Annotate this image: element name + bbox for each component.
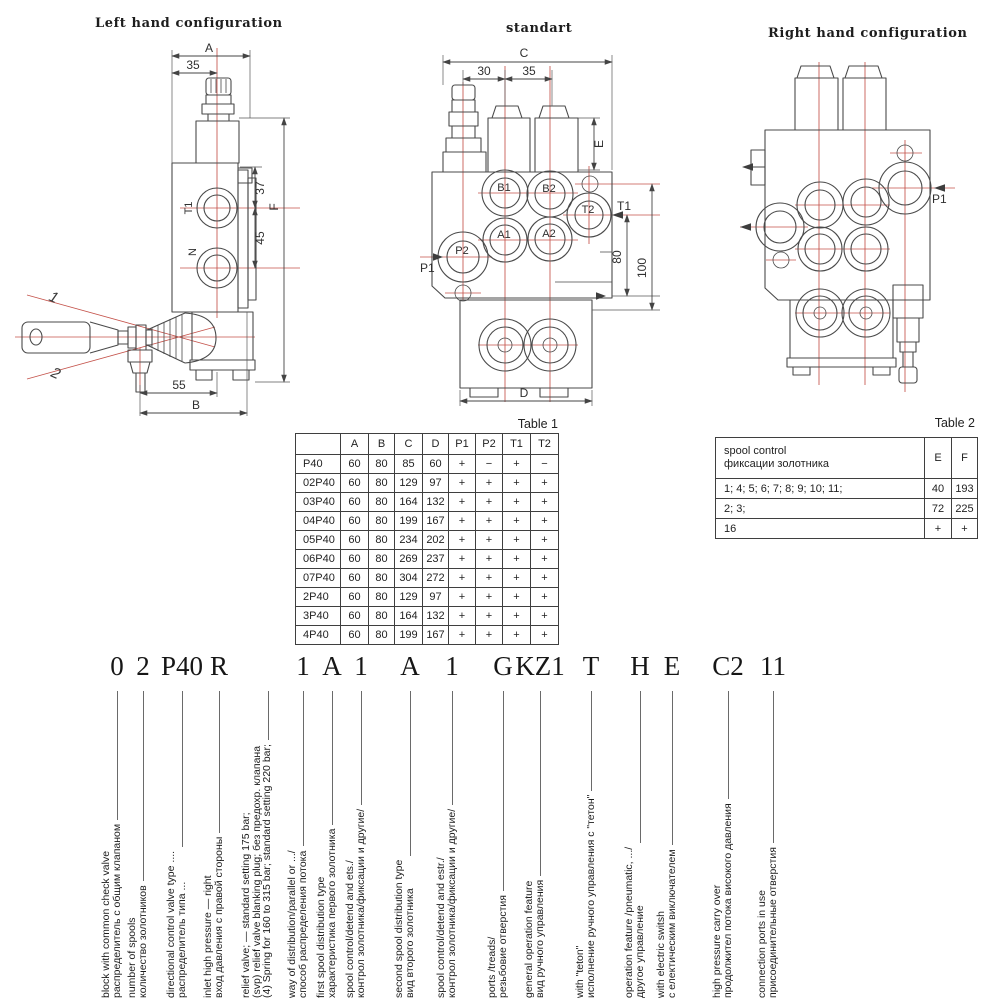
- model-cell: 4P40: [296, 626, 341, 645]
- value-cell: 304: [395, 569, 423, 588]
- leader-line: [332, 691, 333, 825]
- order-code-label: first spool distribution type характеристика первого золотника: [314, 828, 338, 998]
- value-cell: 80: [369, 550, 395, 569]
- dim-80-label: 80: [610, 250, 624, 264]
- order-code-label: directional control valve type .... распределитель типа ...: [164, 850, 188, 998]
- value-cell: 225: [952, 499, 978, 519]
- value-cell: 60: [341, 493, 369, 512]
- order-code-part: A: [400, 651, 420, 681]
- value-cell: 132: [423, 607, 449, 626]
- table2-caption: Table 2: [934, 416, 975, 430]
- leader-line: [640, 691, 641, 843]
- value-cell: +: [449, 588, 476, 607]
- leader-line: [303, 691, 304, 846]
- value-cell: +: [476, 512, 503, 531]
- leader-line: [143, 691, 144, 881]
- order-code-part: 1: [445, 651, 459, 681]
- value-cell: 129: [395, 474, 423, 493]
- dim-c-label: C: [519, 46, 529, 60]
- order-code-label: block with common check valve распределитель с общим клапаном: [99, 823, 123, 998]
- value-cell: 80: [369, 569, 395, 588]
- value-cell: 272: [423, 569, 449, 588]
- dim-a-label: A: [204, 41, 214, 55]
- model-cell: P40: [296, 455, 341, 474]
- dim-d-label: D: [519, 386, 529, 400]
- value-cell: 40: [925, 479, 952, 499]
- table2-header-spool-control: spool control фиксации золотника: [716, 438, 925, 479]
- value-cell: 72: [925, 499, 952, 519]
- leader-line: [452, 691, 453, 805]
- value-cell: +: [503, 588, 531, 607]
- dim-e-label: E: [592, 139, 606, 149]
- value-cell: +: [503, 550, 531, 569]
- column-header: D: [423, 434, 449, 455]
- value-cell: +: [476, 550, 503, 569]
- value-cell: +: [531, 626, 559, 645]
- leader-line: [540, 691, 541, 876]
- value-cell: +: [531, 607, 559, 626]
- order-code-label: spool control/detend and ets./ контрол золотника/фиксации и другие/: [343, 808, 367, 998]
- port-a2-label: A2: [542, 228, 556, 240]
- value-cell: +: [476, 474, 503, 493]
- order-code-part: A: [322, 651, 342, 681]
- value-cell: 234: [395, 531, 423, 550]
- order-code-part: KZ1: [515, 651, 565, 681]
- column-header: T1: [503, 434, 531, 455]
- value-cell: +: [531, 569, 559, 588]
- column-header: C: [395, 434, 423, 455]
- value-cell: 164: [395, 607, 423, 626]
- standart-drawing-title: standart: [506, 21, 573, 36]
- value-cell: +: [449, 474, 476, 493]
- leader-line: [361, 691, 362, 805]
- order-code-label: second spool distribution type вид второго золотника: [392, 859, 416, 998]
- model-cell: 02P40: [296, 474, 341, 493]
- left-drawing-title: Left hand configuration: [95, 16, 283, 31]
- value-cell: +: [449, 626, 476, 645]
- column-header: A: [341, 434, 369, 455]
- value-cell: +: [503, 474, 531, 493]
- dim-35-label: 35: [186, 58, 200, 72]
- lever-position-1: 1: [46, 288, 61, 308]
- value-cell: +: [476, 493, 503, 512]
- order-code-part: 0: [110, 651, 124, 681]
- model-cell: 3P40: [296, 607, 341, 626]
- leader-line: [773, 691, 774, 843]
- port-t2-label: T2: [581, 204, 595, 216]
- value-cell: 60: [341, 455, 369, 474]
- order-code-label: general operation feature вид ручного управления: [522, 879, 546, 998]
- value-cell: +: [531, 550, 559, 569]
- value-cell: +: [503, 531, 531, 550]
- port-a1-label: A1: [497, 229, 511, 241]
- value-cell: 167: [423, 512, 449, 531]
- dim-37-label: 37: [253, 181, 267, 195]
- order-code-part: 11: [760, 651, 786, 681]
- dim-b-label: B: [191, 398, 201, 412]
- order-code-label: inlet high pressure — right вход давления с правой стороны: [201, 836, 225, 998]
- value-cell: 237: [423, 550, 449, 569]
- value-cell: +: [449, 569, 476, 588]
- value-cell: +: [476, 531, 503, 550]
- leader-line: [728, 691, 729, 799]
- spool-list-cell: 2; 3;: [716, 499, 925, 519]
- order-code-label: high pressure carry over продолжител потока високого давления: [710, 803, 734, 998]
- value-cell: +: [531, 474, 559, 493]
- value-cell: 193: [952, 479, 978, 499]
- leader-line: [503, 691, 504, 891]
- leader-line: [182, 691, 183, 847]
- order-code-label: relief valve; — standard setting 175 bar; (svp) relief valve blanking plug; без предохр. клапана (4) Spring for 160 to 315 bar; standard setting 220 bar;: [239, 744, 274, 998]
- value-cell: 60: [341, 569, 369, 588]
- value-cell: 97: [423, 588, 449, 607]
- value-cell: 199: [395, 512, 423, 531]
- value-cell: 129: [395, 588, 423, 607]
- order-code-label: operation feature /pneumatic, .../ другое управление: [622, 846, 646, 998]
- order-code-part: 2: [136, 651, 150, 681]
- value-cell: +: [531, 588, 559, 607]
- value-cell: 80: [369, 474, 395, 493]
- p1-label: P1: [420, 261, 435, 275]
- order-code-label: way of distribution/parallel or .../ способ распределения потока: [285, 850, 309, 998]
- value-cell: +: [476, 588, 503, 607]
- value-cell: 202: [423, 531, 449, 550]
- leader-line: [591, 691, 592, 791]
- value-cell: 269: [395, 550, 423, 569]
- model-cell: 2P40: [296, 588, 341, 607]
- value-cell: +: [476, 569, 503, 588]
- order-code-label: ports /treads/ резьбовие отверстия: [485, 895, 509, 998]
- leader-line: [410, 691, 411, 856]
- order-code-label: connection ports in use присоединительные отверстия: [755, 847, 779, 998]
- dim-f-label: F: [267, 203, 281, 211]
- t1-label: T1: [617, 199, 632, 213]
- right-drawing-title: Right hand configuration: [768, 26, 968, 41]
- leader-line: [672, 691, 673, 845]
- value-cell: 199: [395, 626, 423, 645]
- value-cell: 132: [423, 493, 449, 512]
- model-cell: 06P40: [296, 550, 341, 569]
- lever-position-2: 2: [48, 364, 63, 384]
- value-cell: +: [476, 607, 503, 626]
- order-code-label: spool control/detend and estr./ контрол золотника/фиксации и другие/: [434, 808, 458, 998]
- value-cell: 60: [423, 455, 449, 474]
- value-cell: 80: [369, 493, 395, 512]
- value-cell: +: [449, 493, 476, 512]
- order-code-part: R: [209, 651, 229, 681]
- dim-55-label: 55: [172, 378, 186, 392]
- leader-line: [117, 691, 118, 820]
- column-header: T2: [531, 434, 559, 455]
- dim-35-label: 35: [522, 64, 536, 78]
- value-cell: +: [503, 493, 531, 512]
- order-code-part: C2: [712, 651, 744, 681]
- value-cell: 80: [369, 455, 395, 474]
- value-cell: +: [449, 455, 476, 474]
- value-cell: +: [503, 455, 531, 474]
- model-cell: 05P40: [296, 531, 341, 550]
- order-code-label: with electric switsh с електическим виключателем: [654, 849, 678, 998]
- order-code-part: G: [493, 651, 513, 681]
- model-cell: 04P40: [296, 512, 341, 531]
- order-code-label: number of spools количество золотников: [125, 885, 149, 998]
- order-code-part: H: [630, 651, 650, 681]
- table2-col-f: F: [952, 438, 978, 479]
- value-cell: 85: [395, 455, 423, 474]
- value-cell: +: [952, 519, 978, 539]
- value-cell: 60: [341, 512, 369, 531]
- order-code-part: P40: [160, 651, 204, 681]
- value-cell: +: [531, 493, 559, 512]
- order-code-part: 1: [296, 651, 310, 681]
- order-code-part: 1: [354, 651, 368, 681]
- value-cell: 80: [369, 626, 395, 645]
- value-cell: 97: [423, 474, 449, 493]
- value-cell: 60: [341, 474, 369, 493]
- value-cell: 60: [341, 531, 369, 550]
- dim-45-label: 45: [253, 231, 267, 245]
- order-code-part: T: [582, 651, 600, 681]
- port-b2-label: B2: [542, 183, 556, 195]
- table2-col-e: E: [925, 438, 952, 479]
- value-cell: 164: [395, 493, 423, 512]
- port-b1-label: B1: [497, 182, 511, 194]
- model-cell: 03P40: [296, 493, 341, 512]
- value-cell: 80: [369, 512, 395, 531]
- dim-100-label: 100: [635, 257, 649, 279]
- value-cell: +: [449, 531, 476, 550]
- value-cell: 80: [369, 588, 395, 607]
- port-t1-label: T1: [183, 201, 195, 215]
- dim-30-label: 30: [477, 64, 491, 78]
- value-cell: +: [449, 607, 476, 626]
- value-cell: +: [449, 512, 476, 531]
- value-cell: +: [925, 519, 952, 539]
- value-cell: +: [531, 512, 559, 531]
- column-header: B: [369, 434, 395, 455]
- model-cell: 07P40: [296, 569, 341, 588]
- value-cell: 80: [369, 607, 395, 626]
- order-code-part: E: [663, 651, 681, 681]
- value-cell: 167: [423, 626, 449, 645]
- table1-caption: Table 1: [517, 417, 558, 431]
- column-header: P1: [449, 434, 476, 455]
- port-p2-label: P2: [455, 245, 469, 257]
- value-cell: +: [531, 531, 559, 550]
- value-cell: 60: [341, 550, 369, 569]
- order-code-label: with "teton" исполнение ручного управления с "тетон": [573, 794, 597, 998]
- spool-list-cell: 16: [716, 519, 925, 539]
- value-cell: 80: [369, 531, 395, 550]
- value-cell: −: [531, 455, 559, 474]
- port-n-label: N: [187, 248, 199, 256]
- value-cell: 60: [341, 607, 369, 626]
- value-cell: 60: [341, 626, 369, 645]
- spool-list-cell: 1; 4; 5; 6; 7; 8; 9; 10; 11;: [716, 479, 925, 499]
- p1-label: P1: [932, 192, 947, 206]
- leader-line: [268, 691, 269, 740]
- value-cell: +: [449, 550, 476, 569]
- value-cell: +: [503, 607, 531, 626]
- value-cell: +: [503, 626, 531, 645]
- value-cell: +: [476, 626, 503, 645]
- value-cell: −: [476, 455, 503, 474]
- leader-line: [219, 691, 220, 833]
- value-cell: +: [503, 569, 531, 588]
- value-cell: +: [503, 512, 531, 531]
- value-cell: 60: [341, 588, 369, 607]
- column-header: P2: [476, 434, 503, 455]
